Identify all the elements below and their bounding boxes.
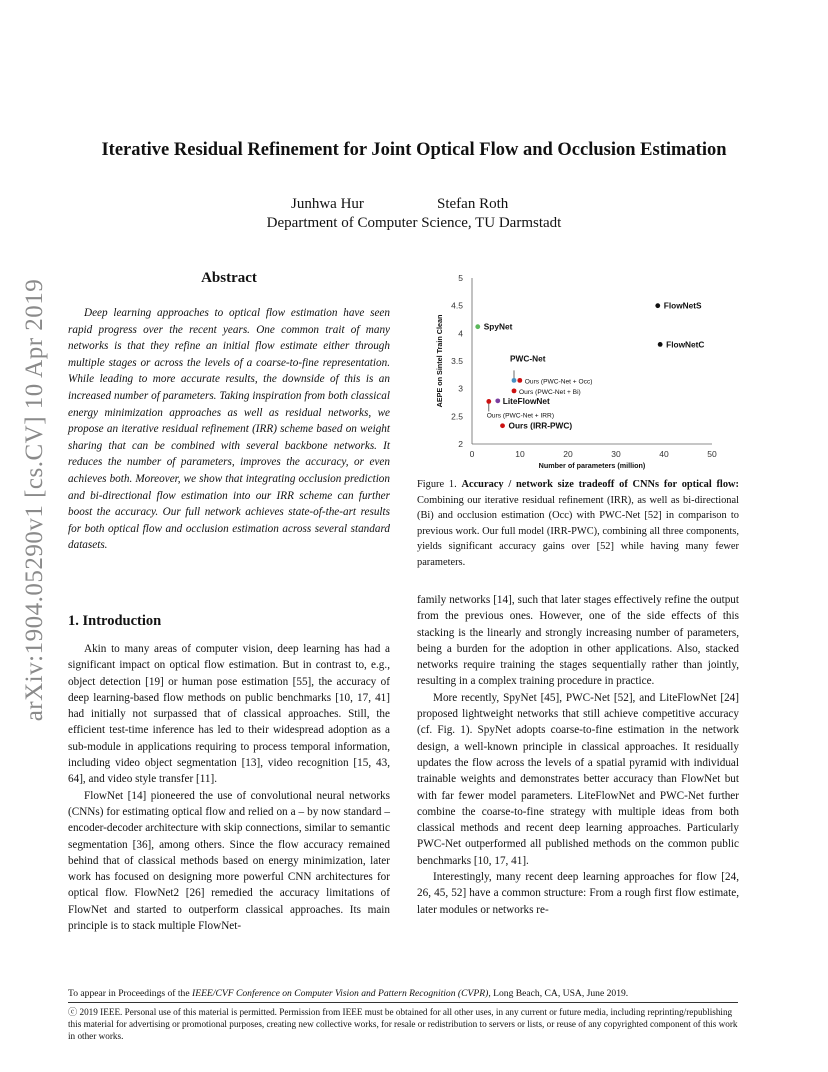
paragraph: FlowNet [14] pioneered the use of convolutional neural networks (CNNs) for estimating optical flow and relied on a – by now standard – encoder-decoder architecture with skip connections, similar to semantic segmentation [36], among others. Since the flow accuracy remained behind that of classical methods based on energy minimization, later work has focused on designing more powerful CNN architectures for optical flow. FlowNet2 [26] remedied the accuracy limitations of FlowNet and started to outperform classical approaches. Its main principle is to stack multiple FlowNet-: [68, 789, 390, 933]
author-name: Stefan Roth: [437, 196, 509, 212]
right-column-text: [417, 592, 739, 918]
figure-1-chart: [415, 268, 745, 473]
x-tick-label: 20: [563, 449, 573, 459]
point-label: SpyNet: [483, 321, 513, 332]
paper-title: Iterative Residual Refinement for Joint Optical Flow and Occlusion Estimation: [101, 140, 727, 160]
paragraph: family networks [14], such that later stages effectively refine the output from the previous ones. However, one of the side effects of this stacking is the linearly and strongly increasing number of parameters, being a burden for the adoption in other applications. Also, stacked networks require training the stages sequentially rather than jointly, resulting in a complex training procedure in practice.: [417, 594, 739, 688]
x-tick-label: 40: [659, 449, 669, 459]
data-point: [658, 342, 663, 347]
caption-text: Combining our iterative residual refinement (IRR), as well as bi-directional (Bi) and occlusion estimation (Occ) with PWC-Net [52] in comparison to previous work. Our full model (IRR-PWC), combining all three components, yields significant accuracy gains over [52] while having many fewer parameters.: [417, 494, 739, 568]
x-tick-label: 30: [611, 449, 621, 459]
y-tick-label: 2.5: [451, 411, 463, 422]
caption-title: Accuracy / network size tradeoff of CNNs for optical flow:: [461, 479, 739, 490]
x-tick-label: 0: [469, 449, 475, 459]
note-suffix: , Long Beach, CA, USA, June 2019.: [488, 988, 629, 999]
data-point: [486, 399, 491, 404]
copyright-notice: ⓒ 2019 IEEE. Personal use of this material is permitted. Permission from IEEE must be obtained for all other uses, in any current or future media, including reprinting/republishing this material for advertising or promotional purposes, creating new collective works, for resale or redistribution to servers or lists, or reuse of any copyrighted component of this work in other works.: [68, 1007, 738, 1041]
y-axis-label: AEPE on Sintel Train Clean: [435, 314, 444, 408]
data-point: [512, 388, 517, 393]
data-point: [495, 398, 500, 403]
paragraph: Interestingly, many recent deep learning approaches for flow [24, 26, 45, 52] have a common structure: From a rough first flow estimate, later modules or networks re-: [417, 871, 739, 916]
note-prefix: To appear in Proceedings of the: [68, 988, 193, 999]
data-point: [655, 303, 660, 308]
abstract-heading: Abstract: [201, 270, 257, 286]
scatter-plot: [415, 268, 745, 473]
data-point: [500, 423, 505, 428]
point-label: Ours (PWC-Net + Occ): [524, 378, 593, 386]
paragraph: Akin to many areas of computer vision, deep learning has had a significant impact on optical flow estimation. But in contrast to, e.g., object detection [19] or human pose estimation [55], the accuracy of deep learning-based flow methods on public benchmarks [10, 17, 41] had initially not surpassed that of classical approaches. Still, the efficient test-time inference has led to their widespread adoption as a sub-module in applications requiring to process temporal information, including video object segmentation [13], video recognition [15, 43, 64], and video style transfer [11].: [68, 643, 390, 786]
point-label: FlowNetS: [663, 300, 702, 311]
data-point: [475, 324, 480, 329]
point-label: PWC-Net: [510, 353, 546, 364]
point-label: FlowNetC: [666, 339, 705, 350]
y-tick-label: 2: [458, 439, 463, 449]
data-point: [512, 378, 517, 383]
left-column-text: [68, 641, 390, 934]
point-label: LiteFlowNet: [502, 395, 550, 406]
y-tick-label: 5: [458, 273, 463, 283]
figure-caption: [417, 477, 739, 571]
author-name: Junhwa Hur: [291, 196, 364, 212]
note-venue: IEEE/CVF Conference on Computer Vision and Pattern Recognition (CVPR): [192, 988, 489, 999]
section-heading: 1. Introduction: [68, 613, 162, 629]
point-label: Ours (PWC-Net + Bi): [519, 388, 581, 396]
publication-note: [68, 988, 758, 999]
abstract-body: [68, 305, 390, 554]
y-tick-label: 3: [458, 383, 463, 394]
arxiv-id: arXiv:1904.05290v1 [cs.CV] 10 Apr 2019: [21, 278, 48, 722]
arxiv-sidebar-stamp: [10, 270, 60, 730]
x-axis-label: Number of parameters (million): [538, 461, 646, 470]
data-point: [517, 378, 522, 383]
y-tick-label: 4.5: [451, 300, 463, 311]
x-tick-label: 10: [515, 449, 525, 459]
abstract-text: Deep learning approaches to optical flow estimation have seen rapid progress over the recent years. One common trait of many networks is that they refine an initial flow estimate either through multiple stages or across the levels of a coarse-to-fine representation. While leading to more accurate results, the downside of this is an increased number of parameters. Taking inspiration from both classical energy minimization approaches as well as residual networks, we propose an iterative residual refinement (IRR) scheme based on weight sharing that can be combined with several backbone networks. It reduces the number of parameters, improves the accuracy, or even achieves both. Moreover, we show that integrating occlusion prediction and bi-directional flow estimation into our IRR scheme can further boost the accuracy. Our full network achieves state-of-the-art results for both optical flow and occlusion estimation across several standard datasets.: [68, 307, 390, 552]
x-tick-label: 50: [707, 449, 717, 459]
paragraph: More recently, SpyNet [45], PWC-Net [52], and LiteFlowNet [24] proposed lightweight networks that still achieve competitive accuracy (cf. Fig. 1). SpyNet adopts coarse-to-fine estimation in the network design, a well-known principle in classical approaches. It residually updates the flow across the levels of a spatial pyramid with individual trainable weights and demonstrates better accuracy than FlowNet but with far fewer model parameters. LiteFlowNet and PWC-Net further combine the coarse-to-fine strategy with multiple ideas from both classical methods and recent deep learning approaches. Particularly PWC-Net outperformed all published methods on the common public benchmarks [10, 17, 41].: [417, 691, 739, 867]
footer-divider: [68, 1002, 738, 1003]
y-tick-label: 4: [458, 328, 463, 339]
point-label: Ours (PWC-Net + IRR): [486, 412, 555, 420]
point-label: Ours (IRR-PWC): [508, 420, 573, 431]
affiliation: Department of Computer Science, TU Darmstadt: [266, 215, 562, 231]
y-tick-label: 3.5: [451, 356, 463, 366]
caption-label: Figure 1.: [417, 479, 457, 490]
